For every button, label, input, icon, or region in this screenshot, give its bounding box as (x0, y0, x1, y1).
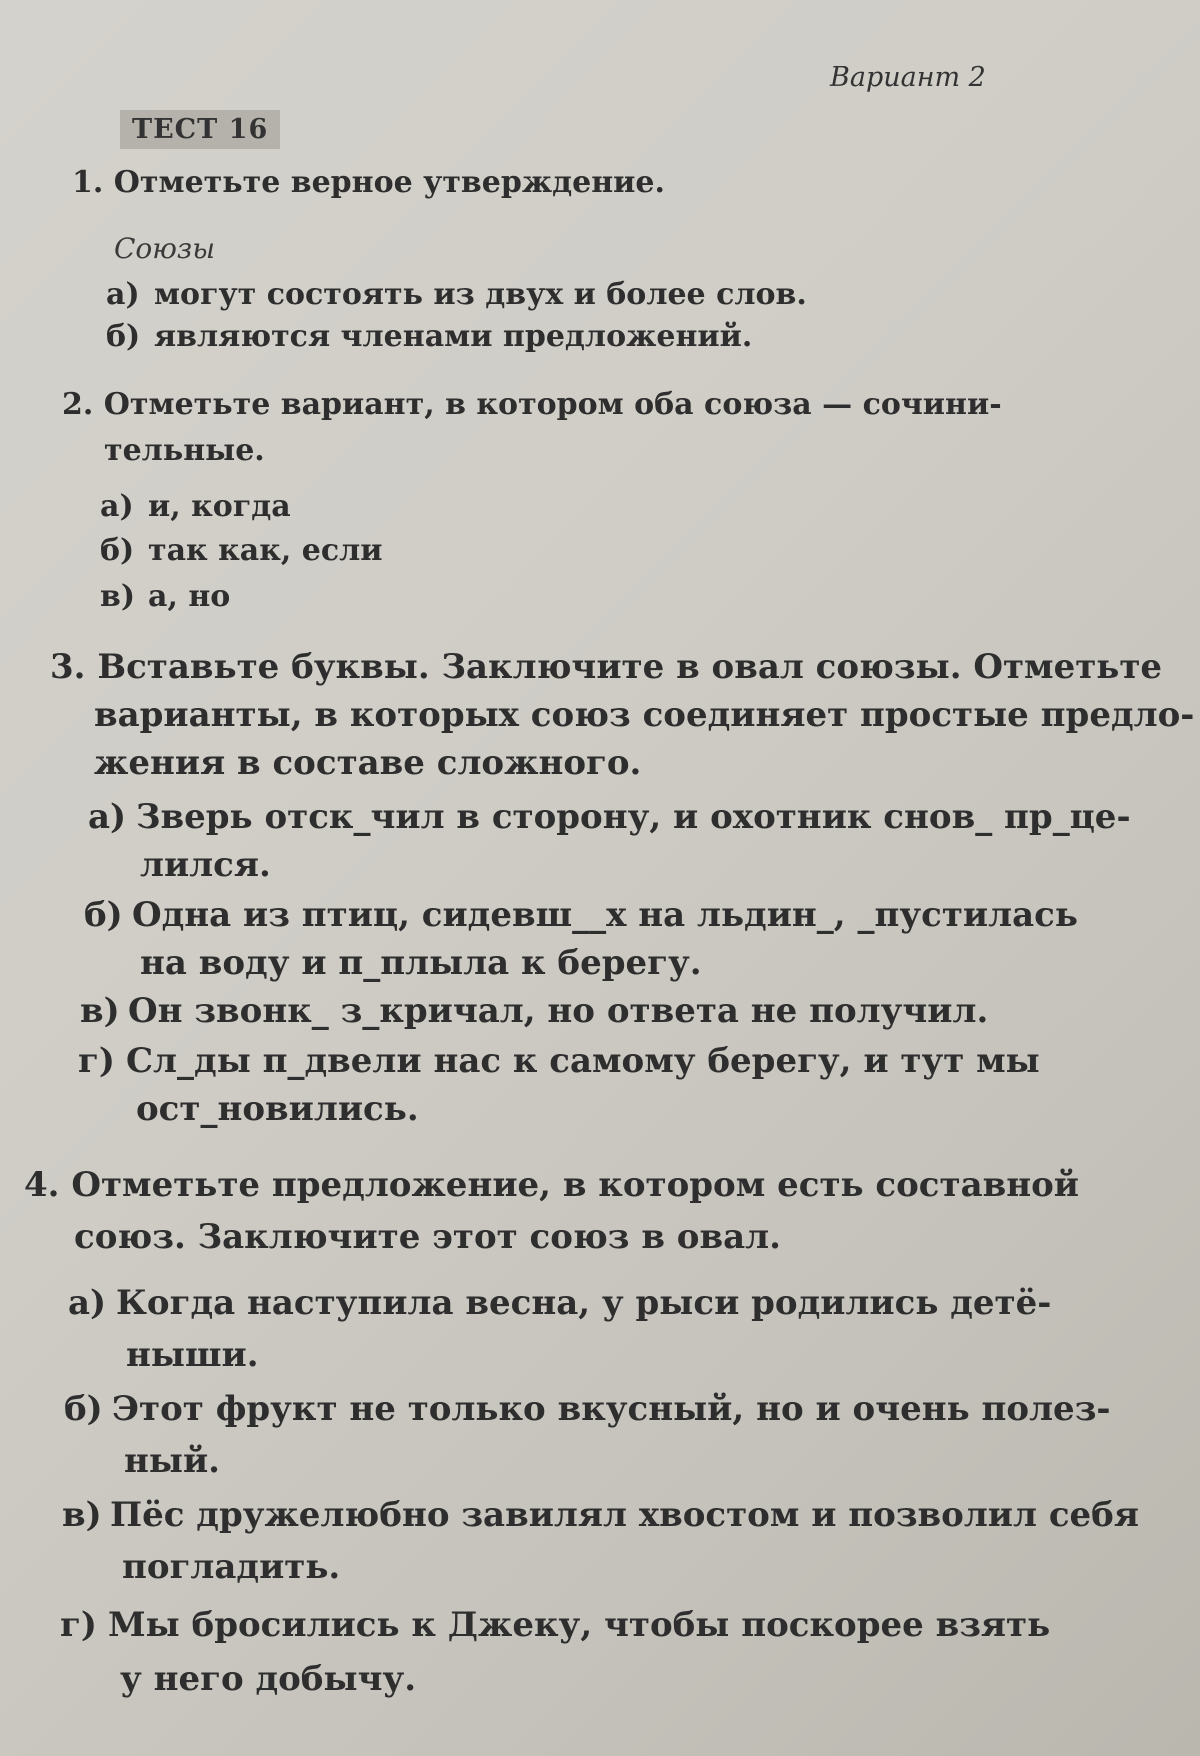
option-letter: г) (78, 1041, 115, 1081)
option-letter: в) (100, 579, 136, 614)
option-letter: а) (88, 797, 127, 837)
option-text: так как, если (148, 533, 383, 568)
option-text: Когда наступила весна, у рыси родились детё- (116, 1283, 1052, 1323)
option-3d-line-2: ост_новились. (136, 1089, 419, 1129)
option-3a-line-2: лился. (140, 845, 271, 885)
option-text: Мы бросились к Джеку, чтобы поскорее взять (108, 1605, 1051, 1645)
question-number: 3. (50, 647, 86, 687)
option-text: Зверь отск_чил в сторону, и охотник снов_ пр_це- (136, 797, 1131, 837)
option-4c (62, 1488, 1139, 1542)
option-letter: б) (84, 895, 123, 935)
option-text: Он звонк_ з_кричал, но ответа не получил. (128, 991, 989, 1031)
question-text: Отметьте предложение, в котором есть составной (71, 1165, 1080, 1205)
question-3 (50, 640, 1162, 694)
option-letter: а) (106, 277, 140, 312)
question-2-line-2: тельные. (104, 433, 265, 468)
option-letter: б) (64, 1389, 103, 1429)
option-letter: г) (60, 1605, 97, 1645)
test-title: ТЕСТ 16 (120, 110, 280, 149)
option-2b (100, 528, 383, 574)
option-1a (106, 272, 807, 318)
question-text: Отметьте верное утверждение. (113, 165, 665, 200)
option-text: и, когда (148, 489, 291, 524)
question-4 (24, 1158, 1079, 1212)
option-3b (84, 888, 1078, 942)
option-text: Пёс дружелюбно завилял хвостом и позволил себя (110, 1495, 1139, 1535)
option-text: Этот фрукт не только вкусный, но и очень полез- (112, 1389, 1111, 1429)
option-text: Одна из птиц, сидевш__х на льдин_, _пустилась (132, 895, 1078, 935)
question-1-subtitle: Союзы (114, 232, 216, 265)
option-text: могут состоять из двух и более слов. (154, 277, 807, 312)
option-3a (88, 790, 1131, 844)
option-text: являются членами предложений. (154, 319, 753, 354)
option-4a (68, 1276, 1051, 1330)
option-letter: а) (100, 489, 134, 524)
question-number: 2. (62, 387, 94, 422)
option-3d (78, 1034, 1040, 1088)
option-4d-line-2: у него добычу. (120, 1659, 417, 1699)
option-letter: а) (68, 1283, 107, 1323)
question-text: Отметьте вариант, в котором оба союза — сочини- (103, 387, 1002, 422)
option-letter: б) (100, 533, 135, 568)
option-4c-line-2: погладить. (122, 1547, 341, 1587)
question-number: 1. (72, 165, 104, 200)
option-3c (80, 984, 988, 1038)
question-text: Вставьте буквы. Заключите в овал союзы. Отметьте (97, 647, 1163, 687)
option-2c (100, 574, 230, 620)
option-4a-line-2: ныши. (126, 1335, 259, 1375)
option-4b-line-2: ный. (124, 1441, 221, 1481)
option-text: а, но (148, 579, 231, 614)
question-3-line-2: варианты, в которых союз соединяет простые предло- (94, 695, 1195, 735)
question-2 (62, 382, 1002, 428)
option-letter: в) (62, 1495, 102, 1535)
option-text: Сл_ды п_двели нас к самому берегу, и тут мы (126, 1041, 1040, 1081)
option-4b (64, 1382, 1111, 1436)
option-2a (100, 484, 291, 530)
option-letter: в) (80, 991, 120, 1031)
question-number: 4. (24, 1165, 60, 1205)
option-1b (106, 314, 752, 360)
variant-label: Вариант 2 (830, 62, 986, 93)
option-3b-line-2: на воду и п_плыла к берегу. (140, 943, 702, 983)
option-letter: б) (106, 319, 141, 354)
question-1 (72, 160, 665, 206)
option-4d (60, 1598, 1050, 1652)
question-3-line-3: жения в составе сложного. (94, 743, 642, 783)
question-4-line-2: союз. Заключите этот союз в овал. (74, 1217, 781, 1257)
